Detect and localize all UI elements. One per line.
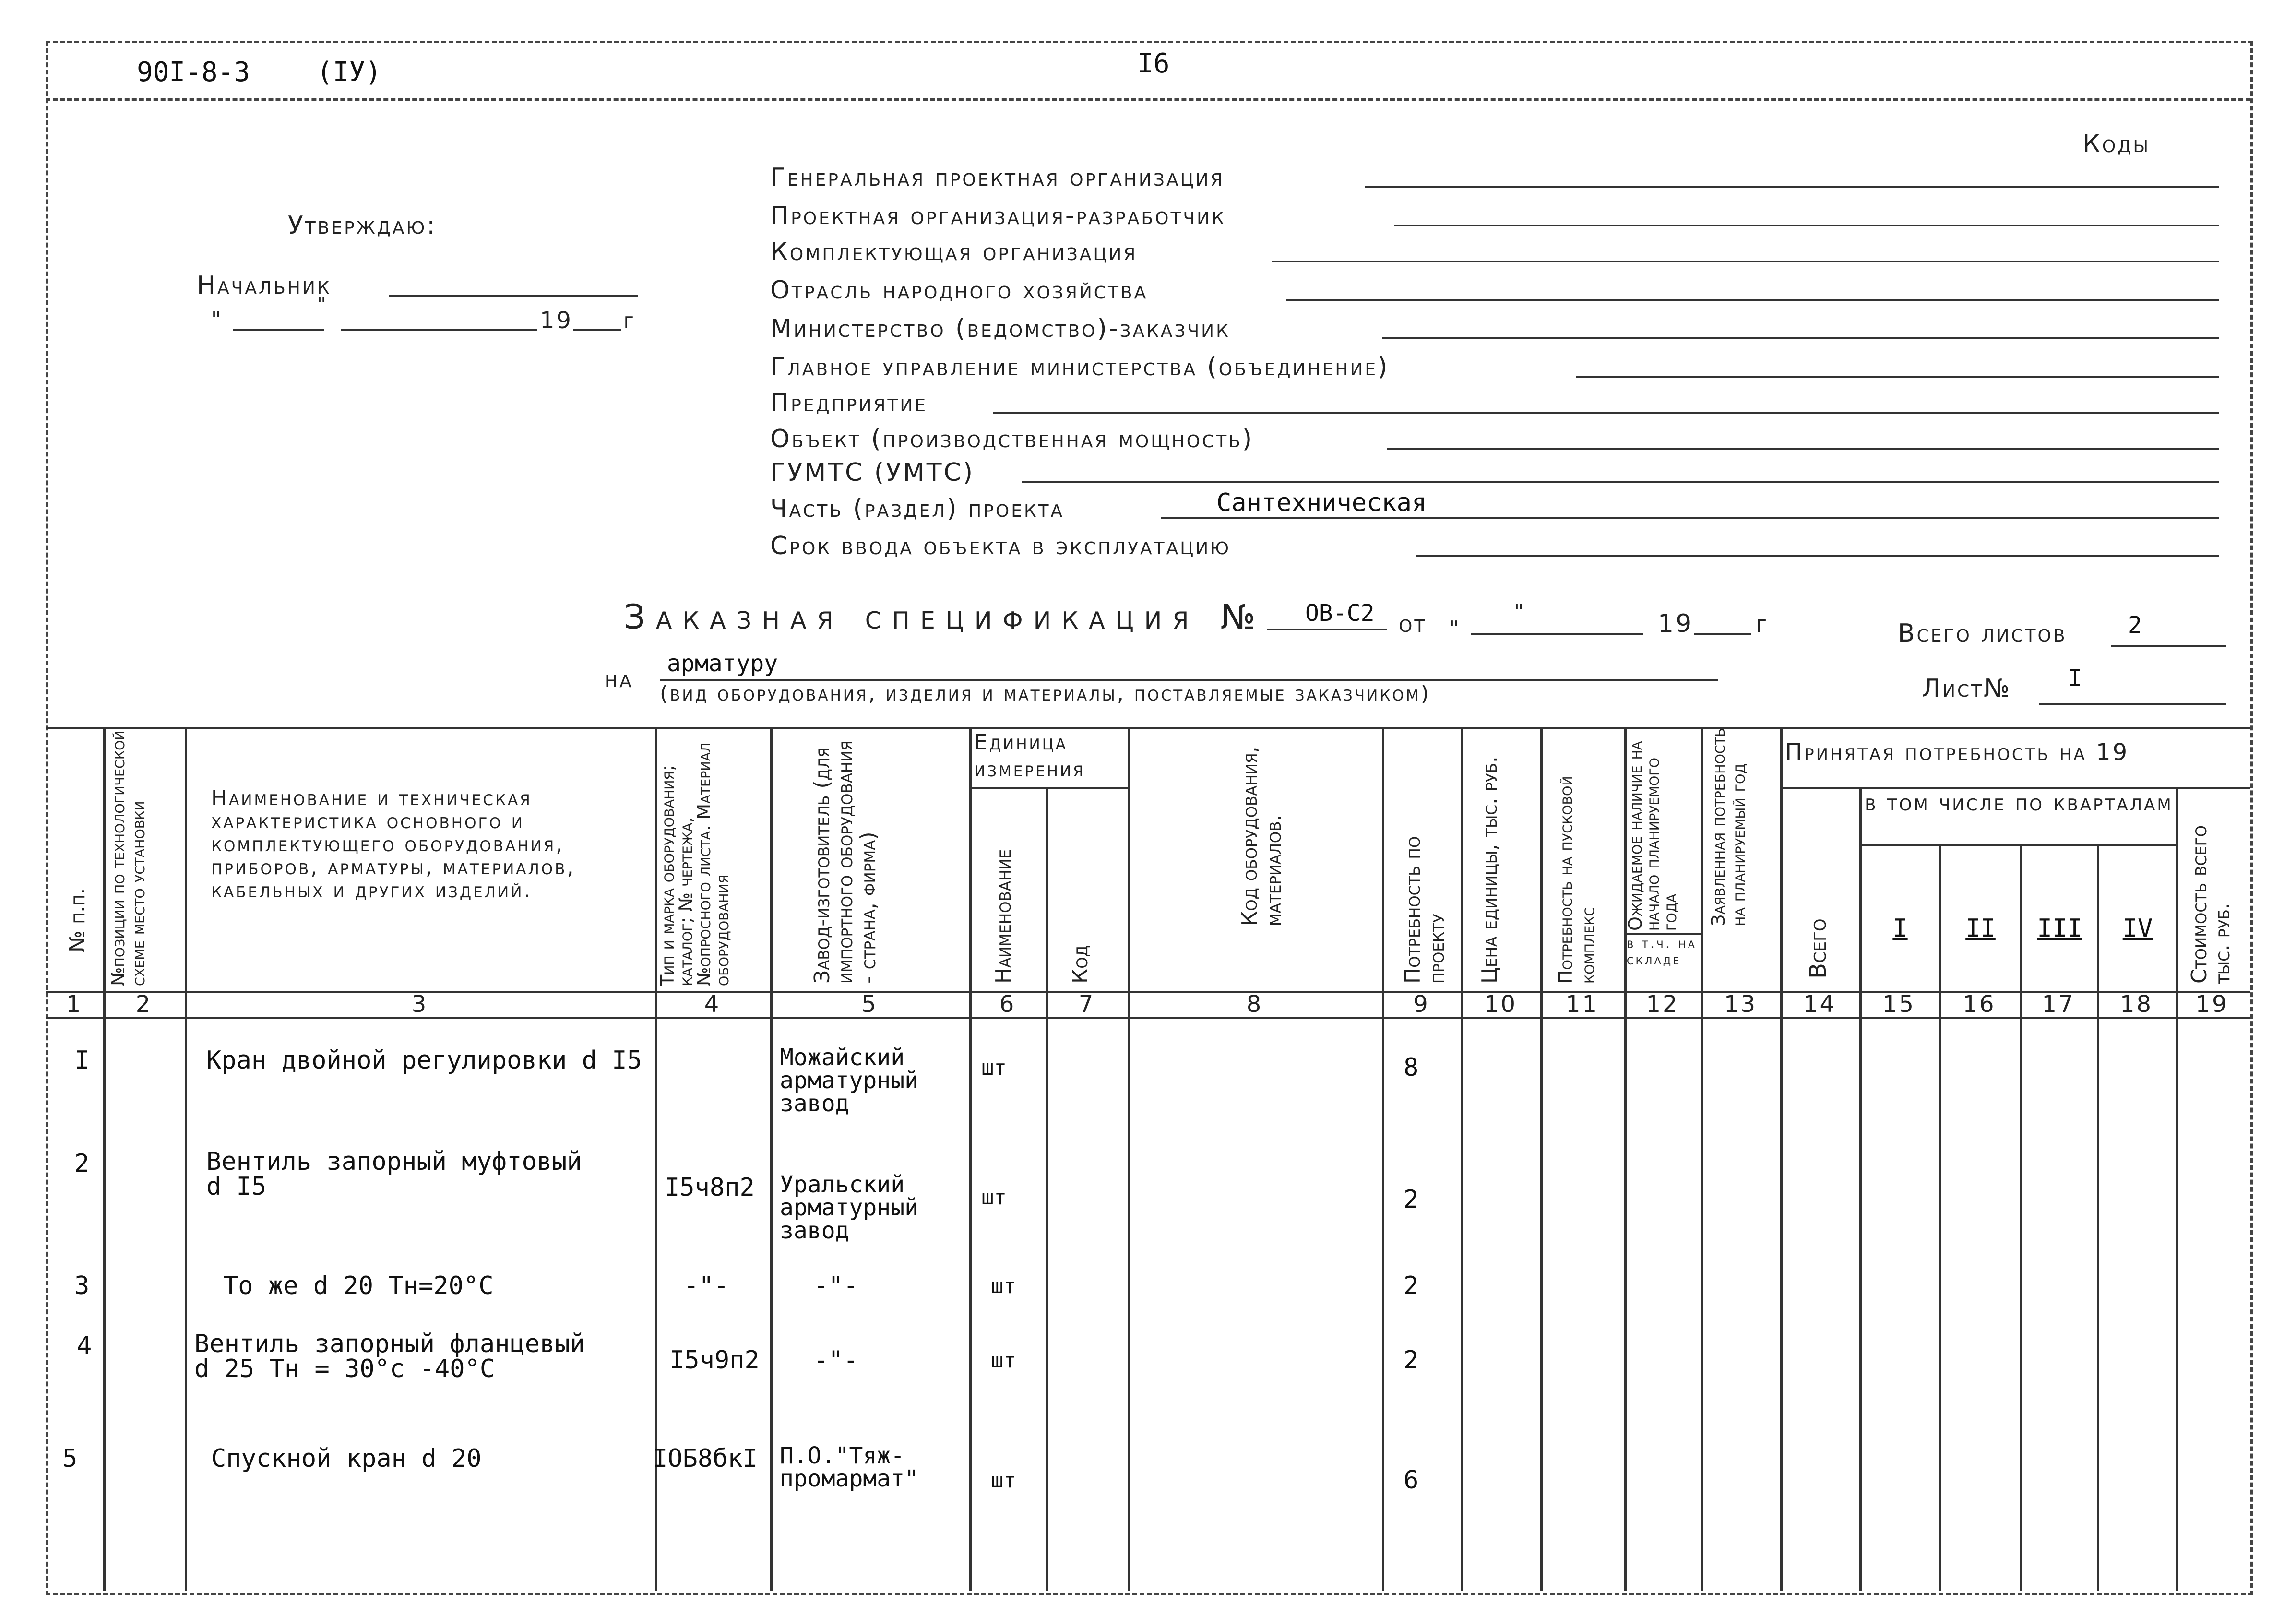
row-maker-line: завод [780,1217,849,1244]
col-header-equip-code-text: Код оборудования, материалов. [1237,746,1286,926]
org-field-label: Главное управление министерства (объединение) [770,353,1390,381]
total-sheets-line [2111,645,2226,647]
row-number: I [74,1046,90,1075]
col-header-name-text: Наименование и техническая характеристика основного и комплектующего оборудования, приборов, арматуры, материалов, кабельных и других изделий. [211,786,576,903]
row-unit: шт [991,1348,1016,1373]
row-unit: шт [991,1468,1016,1493]
org-field-label: Генеральная проектная организация [770,163,1225,192]
doc-code: 90I-8-3 [137,57,250,88]
row-name: Кран двойной регулировки d I5 [206,1046,642,1075]
org-field-line [1022,481,2219,483]
col-header-in-stock [1627,936,1699,968]
col-header-need-project-text: Потребность по проекту [1401,836,1449,984]
col-number: 17 [2042,991,2075,1018]
row-qty: 2 [1404,1271,1419,1300]
org-field-label: Министерство (ведомство)-заказчик [770,314,1230,343]
col-divider [1859,787,1862,1591]
row-type: IОБ8бкI [653,1444,758,1473]
spec-subject-line [660,679,1718,681]
total-sheets-label: Всего листов [1898,619,2067,648]
col-number: 1 [66,991,83,1018]
sheet-value: I [2068,665,2082,691]
col-header-position [108,727,148,986]
row-name-line: Вентиль запорный муфтовый [206,1147,582,1176]
col-divider [2097,844,2099,1591]
row-maker-line: арматурный [780,1194,918,1221]
row-name: Спускной кран d 20 [211,1444,482,1473]
spec-subject: арматуру [667,650,778,677]
col-header-q1: I [1892,914,1908,943]
col-number: 8 [1246,991,1263,1018]
col-number: 9 [1413,991,1430,1018]
row-maker [780,1444,918,1490]
row-number: 4 [77,1331,92,1360]
col-number: 18 [2119,991,2153,1018]
row-maker-line: арматурный [780,1067,918,1094]
org-field-line [1286,299,2219,301]
row-unit: шт [981,1185,1007,1210]
col-number: 12 [1646,991,1679,1018]
row-qty: 8 [1404,1053,1419,1082]
row-name: То же d 20 Тн=20°С [223,1271,494,1300]
col-number: 6 [999,991,1016,1018]
org-field-line [1576,376,2219,378]
table-top-line [46,727,2250,729]
row-name-line: d I5 [206,1172,267,1201]
project-part-value: Сантехническая [1216,488,1427,517]
volume-label: (IУ) [317,57,381,88]
spec-year-suffix: г [1756,609,1769,638]
row-number: 5 [62,1444,78,1473]
row-maker-line: Уральский [780,1171,905,1198]
col-divider [2020,844,2022,1591]
approve-label: Утверждаю: [288,211,437,240]
quarters-group-line [1859,844,2176,846]
col-number: 13 [1724,991,1758,1018]
col-divider [1046,787,1048,1591]
col-header-declared [1708,725,1749,926]
col-header-total: Всего [1805,918,1832,979]
col-divider [2176,787,2178,1591]
col-header-q2: II [1965,914,1996,943]
col-header-need-start-text: Потребность на пусковой комплекс [1555,776,1598,984]
codes-label: Коды [2082,130,2151,158]
col-header-expected-text: Ожидаемое наличие на начало планируемого года [1625,741,1680,931]
row-qty: 2 [1404,1185,1419,1214]
org-field-line [1161,517,2219,519]
row-maker-line: Можайский [780,1044,905,1071]
col-header-cost-text: Стоимость всего тыс. руб. [2187,825,2235,984]
sheet-line [2039,703,2226,705]
row-number: 3 [74,1271,90,1300]
org-field-label: Объект (производственная мощность) [770,425,1254,453]
org-field-label: Часть (раздел) проекта [770,494,1065,523]
org-field-line [1365,186,2219,188]
org-field-line [1272,261,2219,262]
org-field-label: Предприятие [770,389,928,417]
col-header-unit-price-text: Цена единицы, тыс. руб. [1477,756,1502,984]
col-number: 4 [704,991,721,1018]
col-header-unit-group [974,729,1128,783]
row-maker [780,1046,918,1115]
col-number: 7 [1078,991,1095,1018]
col-divider [1128,727,1130,1591]
col-header-unit-price [1478,734,1502,984]
spec-date-quote-2: " [1514,600,1526,624]
col-header-maker [811,734,880,984]
total-sheets-value: 2 [2128,612,2142,639]
col-number: 3 [411,991,428,1018]
org-field-line [1387,448,2219,450]
spec-title: Заказная спецификация № [624,597,1266,637]
chief-line [389,295,638,297]
row-type: I5ч9п2 [669,1346,760,1375]
row-unit: шт [981,1056,1007,1080]
date-quote: " [211,307,223,332]
col-header-unit-code: Код [1068,945,1093,984]
col-divider [1382,727,1384,1591]
row-maker-line: П.О."Тяж- [780,1442,905,1469]
col-divider [103,727,106,1591]
org-field-line [1394,225,2219,226]
row-maker [780,1173,918,1242]
org-field-line [1382,337,2219,339]
chief-label: Начальник [197,271,332,300]
col-header-in-stock-text: в т.ч. на складе [1627,935,1697,968]
col-header-q3: III [2037,914,2082,943]
col-header-type-text: Тип и марка оборудования; каталог; № чертежа, №опросного листа. Материал оборудования [657,742,733,986]
col-number: 19 [2195,991,2229,1018]
on-label: на [605,665,633,693]
col-number: 11 [1565,991,1599,1018]
col-divider [969,727,972,1591]
col-divider [1540,727,1543,1591]
col-header-equip-code [1238,725,1286,926]
col-header-q4: IV [2122,914,2153,943]
row-type: I5ч8п2 [665,1173,755,1202]
date-quote-2: " [317,293,329,317]
col-header-declared-text: Заявленная потребность на планируемый год [1708,728,1749,926]
col-number: 2 [135,991,153,1018]
row-maker-line: завод [780,1090,849,1117]
col-divider [1939,844,1941,1591]
sheet-label: Лист№ [1922,674,2012,703]
col-header-accepted: Принятая потребность на 19 [1785,739,2129,766]
header-divider [46,98,2250,101]
row-qty: 6 [1404,1466,1419,1495]
date-year: 19 [540,307,573,334]
org-field-label: Срок ввода объекта в эксплуатацию [770,532,1231,560]
spec-from: от [1399,609,1427,638]
col-divider [185,727,187,1591]
org-field-line [1416,555,2219,557]
row-maker: -"- [813,1346,858,1375]
spec-number-line [1267,629,1387,630]
org-field-label: Отрасль народного хозяйства [770,276,1148,305]
row-qty: 2 [1404,1346,1419,1375]
row-type: -"- [684,1271,729,1300]
spec-date-quote: " [1449,617,1461,641]
spec-subject-note: (вид оборудования, изделия и материалы, поставляемые заказчиком) [660,681,1431,706]
row-name-line: d 25 Тн = 30°с -40°С [194,1355,495,1383]
col-header-type [658,727,731,986]
col-header-expected [1627,729,1678,931]
row-maker-line: промармат" [780,1465,918,1492]
row-number: 2 [74,1149,90,1178]
row-name [206,1149,582,1199]
accepted-group-line [1780,787,2250,789]
col-header-cost [2188,782,2234,984]
spec-year-line [1694,633,1751,635]
date-month-line [341,329,537,331]
col-header-unit-group-text: Единица измерения [974,730,1085,782]
col-divider [1780,727,1783,1591]
spec-year: 19 [1658,609,1694,638]
row-name [194,1331,585,1381]
col-header-number: № п.п. [65,888,90,952]
col-number: 5 [861,991,878,1018]
col-number: 16 [1963,991,1996,1018]
col-header-quarters-text: в том числе по кварталам [1865,789,2173,816]
spec-month-line [1471,633,1643,635]
date-year-line [573,329,621,331]
col-divider [1461,727,1463,1591]
col-divider [770,727,773,1591]
org-field-label: ГУМТС (УМТС) [770,458,975,487]
col-header-need-project [1401,782,1449,984]
col-header-quarters [1862,789,2176,816]
col-header-position-text: №позиции по технологической схеме место установки [107,730,149,986]
col-header-name [211,787,643,902]
row-unit: шт [991,1274,1016,1298]
spec-number: ОВ-С2 [1305,600,1375,627]
col-header-need-start [1555,734,1599,984]
row-name-line: Вентиль запорный фланцевый [194,1330,585,1358]
col-divider [1701,727,1703,1591]
col-number: 15 [1882,991,1916,1018]
col-header-unit-name: Наименование [991,849,1016,984]
col-number: 10 [1484,991,1518,1018]
row-maker: -"- [813,1271,858,1300]
col-number: 14 [1803,991,1837,1018]
page-number: I6 [1137,48,1170,79]
org-field-line [993,412,2219,414]
date-day-line [233,329,324,331]
org-field-label: Проектная организация-разработчик [770,202,1226,230]
col-header-maker-text: Завод-изготовитель (для импортного оборудования - страна, фирма) [810,740,880,984]
org-field-label: Комплектующая организация [770,238,1138,266]
date-year-suffix: г [624,307,636,334]
unit-group-line [969,787,1128,789]
